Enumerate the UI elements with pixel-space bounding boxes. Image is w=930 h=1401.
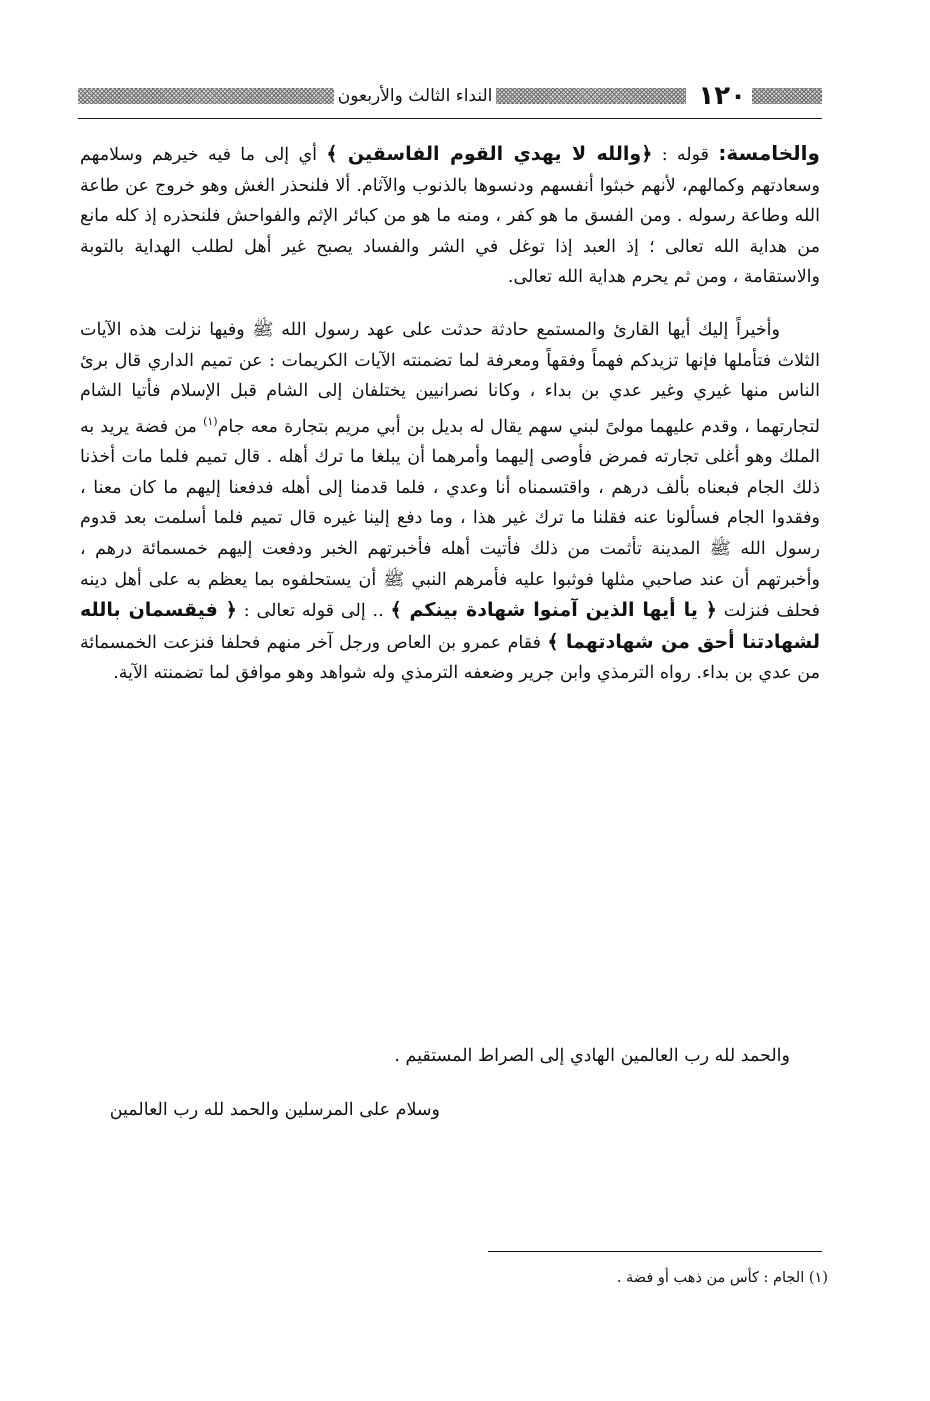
section-lead: والخامسة: <box>718 141 820 165</box>
footnote-reference[interactable]: (١) <box>203 414 218 428</box>
header-ornament-left <box>78 88 334 104</box>
paragraph-text: .. إلى قوله تعالى : <box>236 601 391 622</box>
paragraph-text: قوله : <box>652 145 719 165</box>
paragraph-fifth-point <box>80 138 820 293</box>
footnote: (١) الجام : كأس من ذهب أو فضة . <box>616 1270 828 1286</box>
closing-salutation: وسلام على المرسلين والحمد لله رب العالمين <box>109 1100 440 1120</box>
footnote-divider <box>488 1251 822 1252</box>
quran-verse: ﴿والله لا يهدي القوم الفاسقين ﴾ <box>326 143 653 165</box>
main-text <box>80 138 820 711</box>
paragraph-text: فقام عمرو بن العاص ورجل آخر منهم فحلفا فنزعت الخمسمائة من عدي بن بداء. رواه الترمذي وابن جرير وضعفه الترمذي وله شواهد وهو موافق لما تضمنته الآية. <box>80 632 820 684</box>
header-divider <box>78 118 822 119</box>
paragraph-text: أي إلى ما فيه خيرهم وسلامهم وسعادتهم وكمالهم، لأنهم خبثوا أنفسهم ودنسوها بالذنوب والآثام. ألا فلنحذر الغش وهو خروج عن طاعة الله وطاعة رسوله . ومن الفسق ما هو كفر ، ومنه ما هو من كبائر الإثم والفواحش فلنحذره إذ كله مانع من هداية الله تعالى ؛ إذ العبد إذا توغل في الشر والفساد يصبح غير أهل لطلب الهداية بالتوبة والاستقامة ، ومن ثم يحرم هداية الله تعالى. <box>80 145 820 288</box>
header-ornament-middle <box>496 88 686 104</box>
paragraph-incident <box>80 315 820 689</box>
paragraph-text: وأخيراً إليك أيها القارئ والمستمع حادثة حدثت على عهد رسول الله ﷺ وفيها نزلت هذه الآيات الثلاث فتأملها فإنها تزيدكم فهماً وفقهاً ومعرفة لما تضمنته الآيات الكريمات : عن تميم الداري قال برئ الناس منها غيري وغير عدي بن بداء ، وكانا نصرانيين يختلفان إلى الشام قبل الإسلام فأتيا الشام لتجارتهما ، وقدم عليهما مولىً لبني سهم يقال له بديل بن أبي مريم بتجارة معه جام <box>80 319 820 437</box>
quran-verse: ﴿ يا أيها الذين آمنوا شهادة بينكم ﴾ <box>390 599 717 622</box>
closing-praise: والحمد لله رب العالمين الهادي إلى الصراط المستقيم . <box>394 1046 790 1066</box>
header-ornament-right <box>752 88 822 104</box>
running-title: النداء الثالث والأربعون <box>337 86 493 106</box>
page-number: ١٢٠ <box>698 81 746 111</box>
running-header <box>78 76 822 116</box>
paragraph-text: من فضة يريد به الملك وهو أغلى تجارته فمرض فأوصى إليهما وأمرهما أن يبلغا ما ترك أهله . قال تميم فلما مات أخذنا ذلك الجام فبعناه بألف درهم ، واقتسمناه أنا وعدي ، فلما قدمنا إلى أهله فدفعنا إليهم ما كان معنا ، وفقدوا الجام فسألونا عنه فقلنا ما ترك غير هذا ، وما دفع إلينا غيره قال تميم فلما أسلمت بعد قدوم رسول الله ﷺ المدينة تأثمت من ذلك فأتيت أهله فأخبرتهم الخبر ودفعت إليهم خمسمائة درهم ، وأخبرتهم أن عند صاحبي مثلها فوثبوا عليه فأمرهم النبي ﷺ أن يستحلفوه بما يعظم به على أهل دينه فحلف فنزلت <box>80 416 820 622</box>
quran-verse: ﴿ فيقسمان بالله لشهادتنا أحق من شهادتهما ﴾ <box>80 599 820 653</box>
